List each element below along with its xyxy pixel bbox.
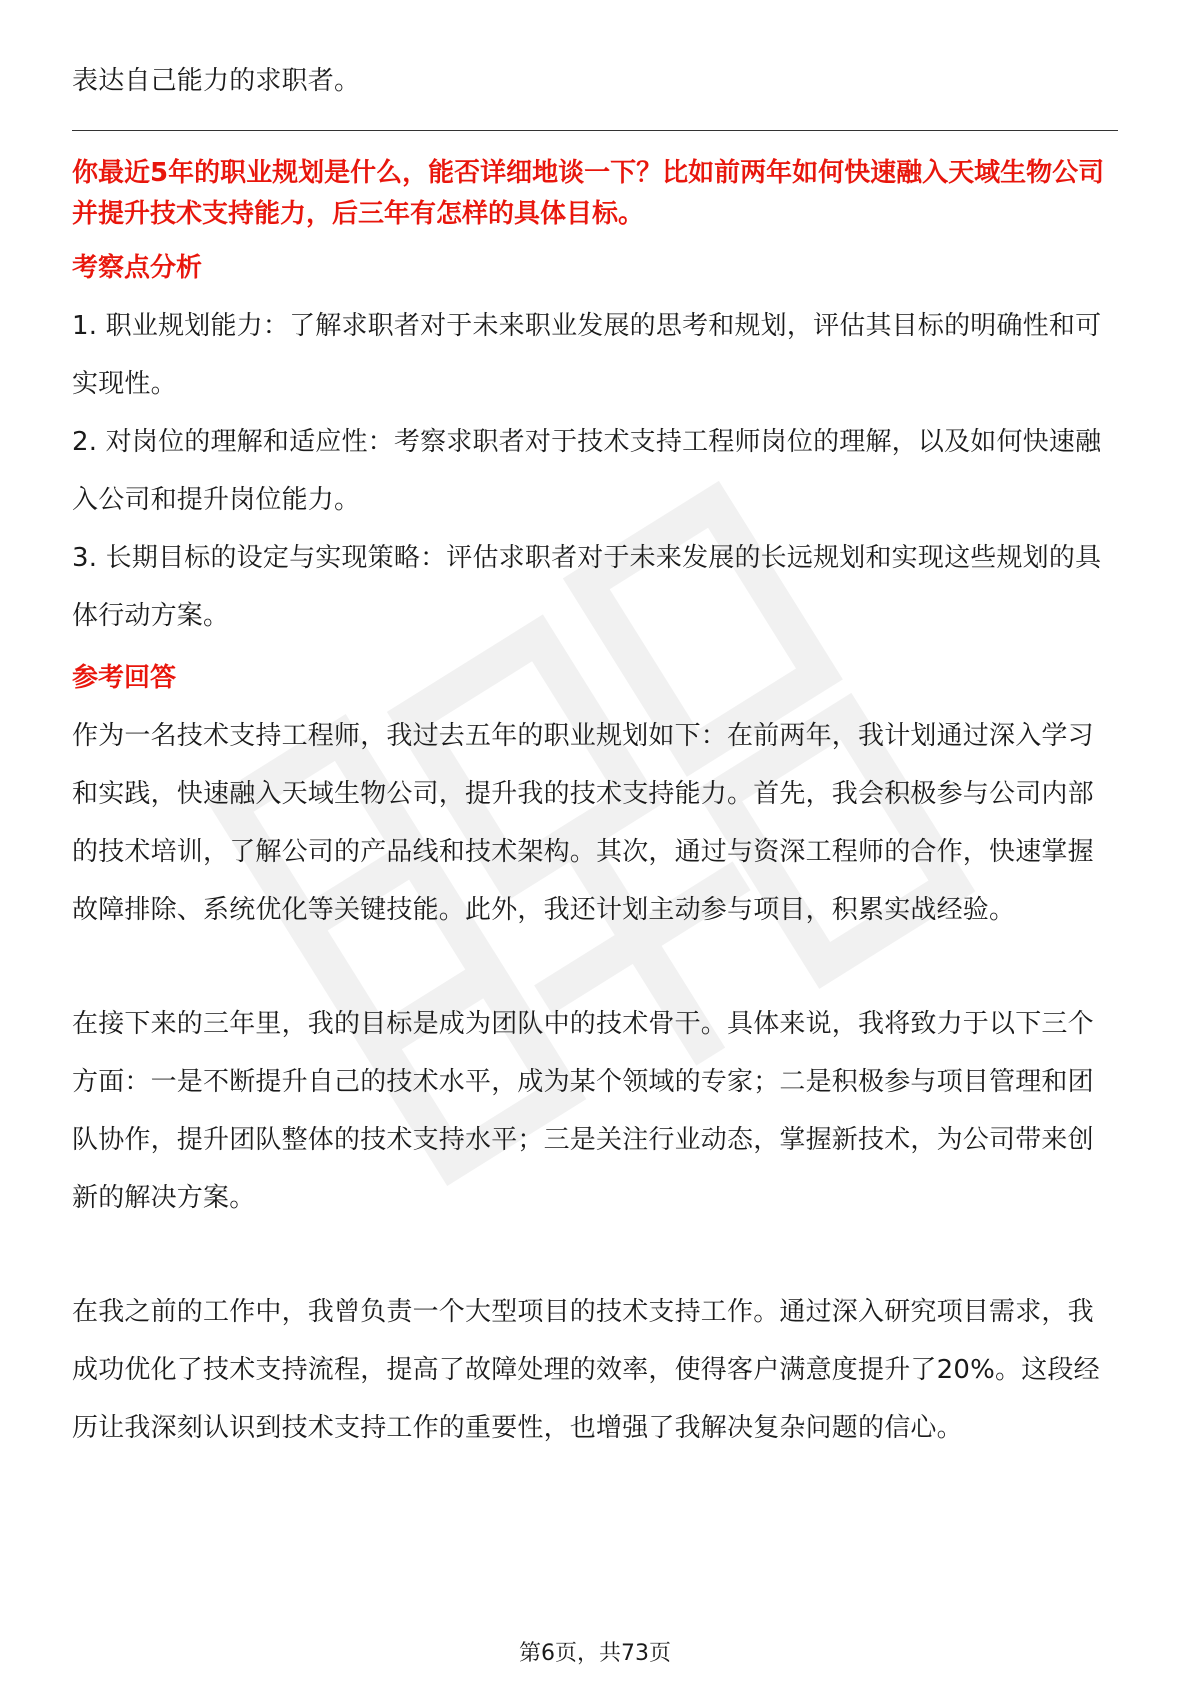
analysis-item: 3. 长期目标的设定与实现策略：评估求职者对于未来发展的长远规划和实现这些规划的具体行动方案。: [72, 543, 1102, 631]
analysis-item: 1. 职业规划能力：了解求职者对于未来职业发展的思考和规划，评估其目标的明确性和可实现性。: [72, 311, 1102, 399]
analysis-heading: 考察点分析: [72, 253, 203, 283]
answer-paragraph: 作为一名技术支持工程师，我过去五年的职业规划如下：在前两年，我计划通过深入学习和实践，快速融入天域生物公司，提升我的技术支持能力。首先，我会积极参与公司内部的技术培训，了解公司的产品线和技术架构。其次，通过与资深工程师的合作，快速掌握故障排除、系统优化等关键技能。此外，我还计划主动参与项目，积累实战经验。: [72, 721, 1094, 925]
paragraph-gap: [72, 1227, 1118, 1283]
interview-question: 你最近5年的职业规划是什么，能否详细地谈一下？比如前两年如何快速融入天域生物公司并提升技术支持能力，后三年有怎样的具体目标。: [72, 158, 1105, 229]
answer-paragraph: 在我之前的工作中，我曾负责一个大型项目的技术支持工作。通过深入研究项目需求，我成功优化了技术支持流程，提高了故障处理的效率，使得客户满意度提升了20%。这段经历让我深刻认识到技术支持工作的重要性，也增强了我解决复杂问题的信心。: [72, 1297, 1100, 1443]
analysis-list: [72, 297, 1118, 645]
answer-heading: 参考回答: [72, 663, 177, 693]
lead-text: 表达自己能力的求职者。: [72, 66, 361, 96]
analysis-item: 2. 对岗位的理解和适应性：考察求职者对于技术支持工程师岗位的理解，以及如何快速融入公司和提升岗位能力。: [72, 427, 1102, 515]
paragraph-gap: [72, 939, 1118, 995]
document-content: [72, 48, 1118, 1457]
section-divider: [72, 130, 1118, 131]
answer-paragraph: 在接下来的三年里，我的目标是成为团队中的技术骨干。具体来说，我将致力于以下三个方面：一是不断提升自己的技术水平，成为某个领域的专家；二是积极参与项目管理和团队协作，提升团队整体的技术支持水平；三是关注行业动态，掌握新技术，为公司带来创新的解决方案。: [72, 1009, 1094, 1213]
page-number: 第6页，共73页: [519, 1641, 671, 1666]
answer-body: [72, 707, 1118, 1457]
